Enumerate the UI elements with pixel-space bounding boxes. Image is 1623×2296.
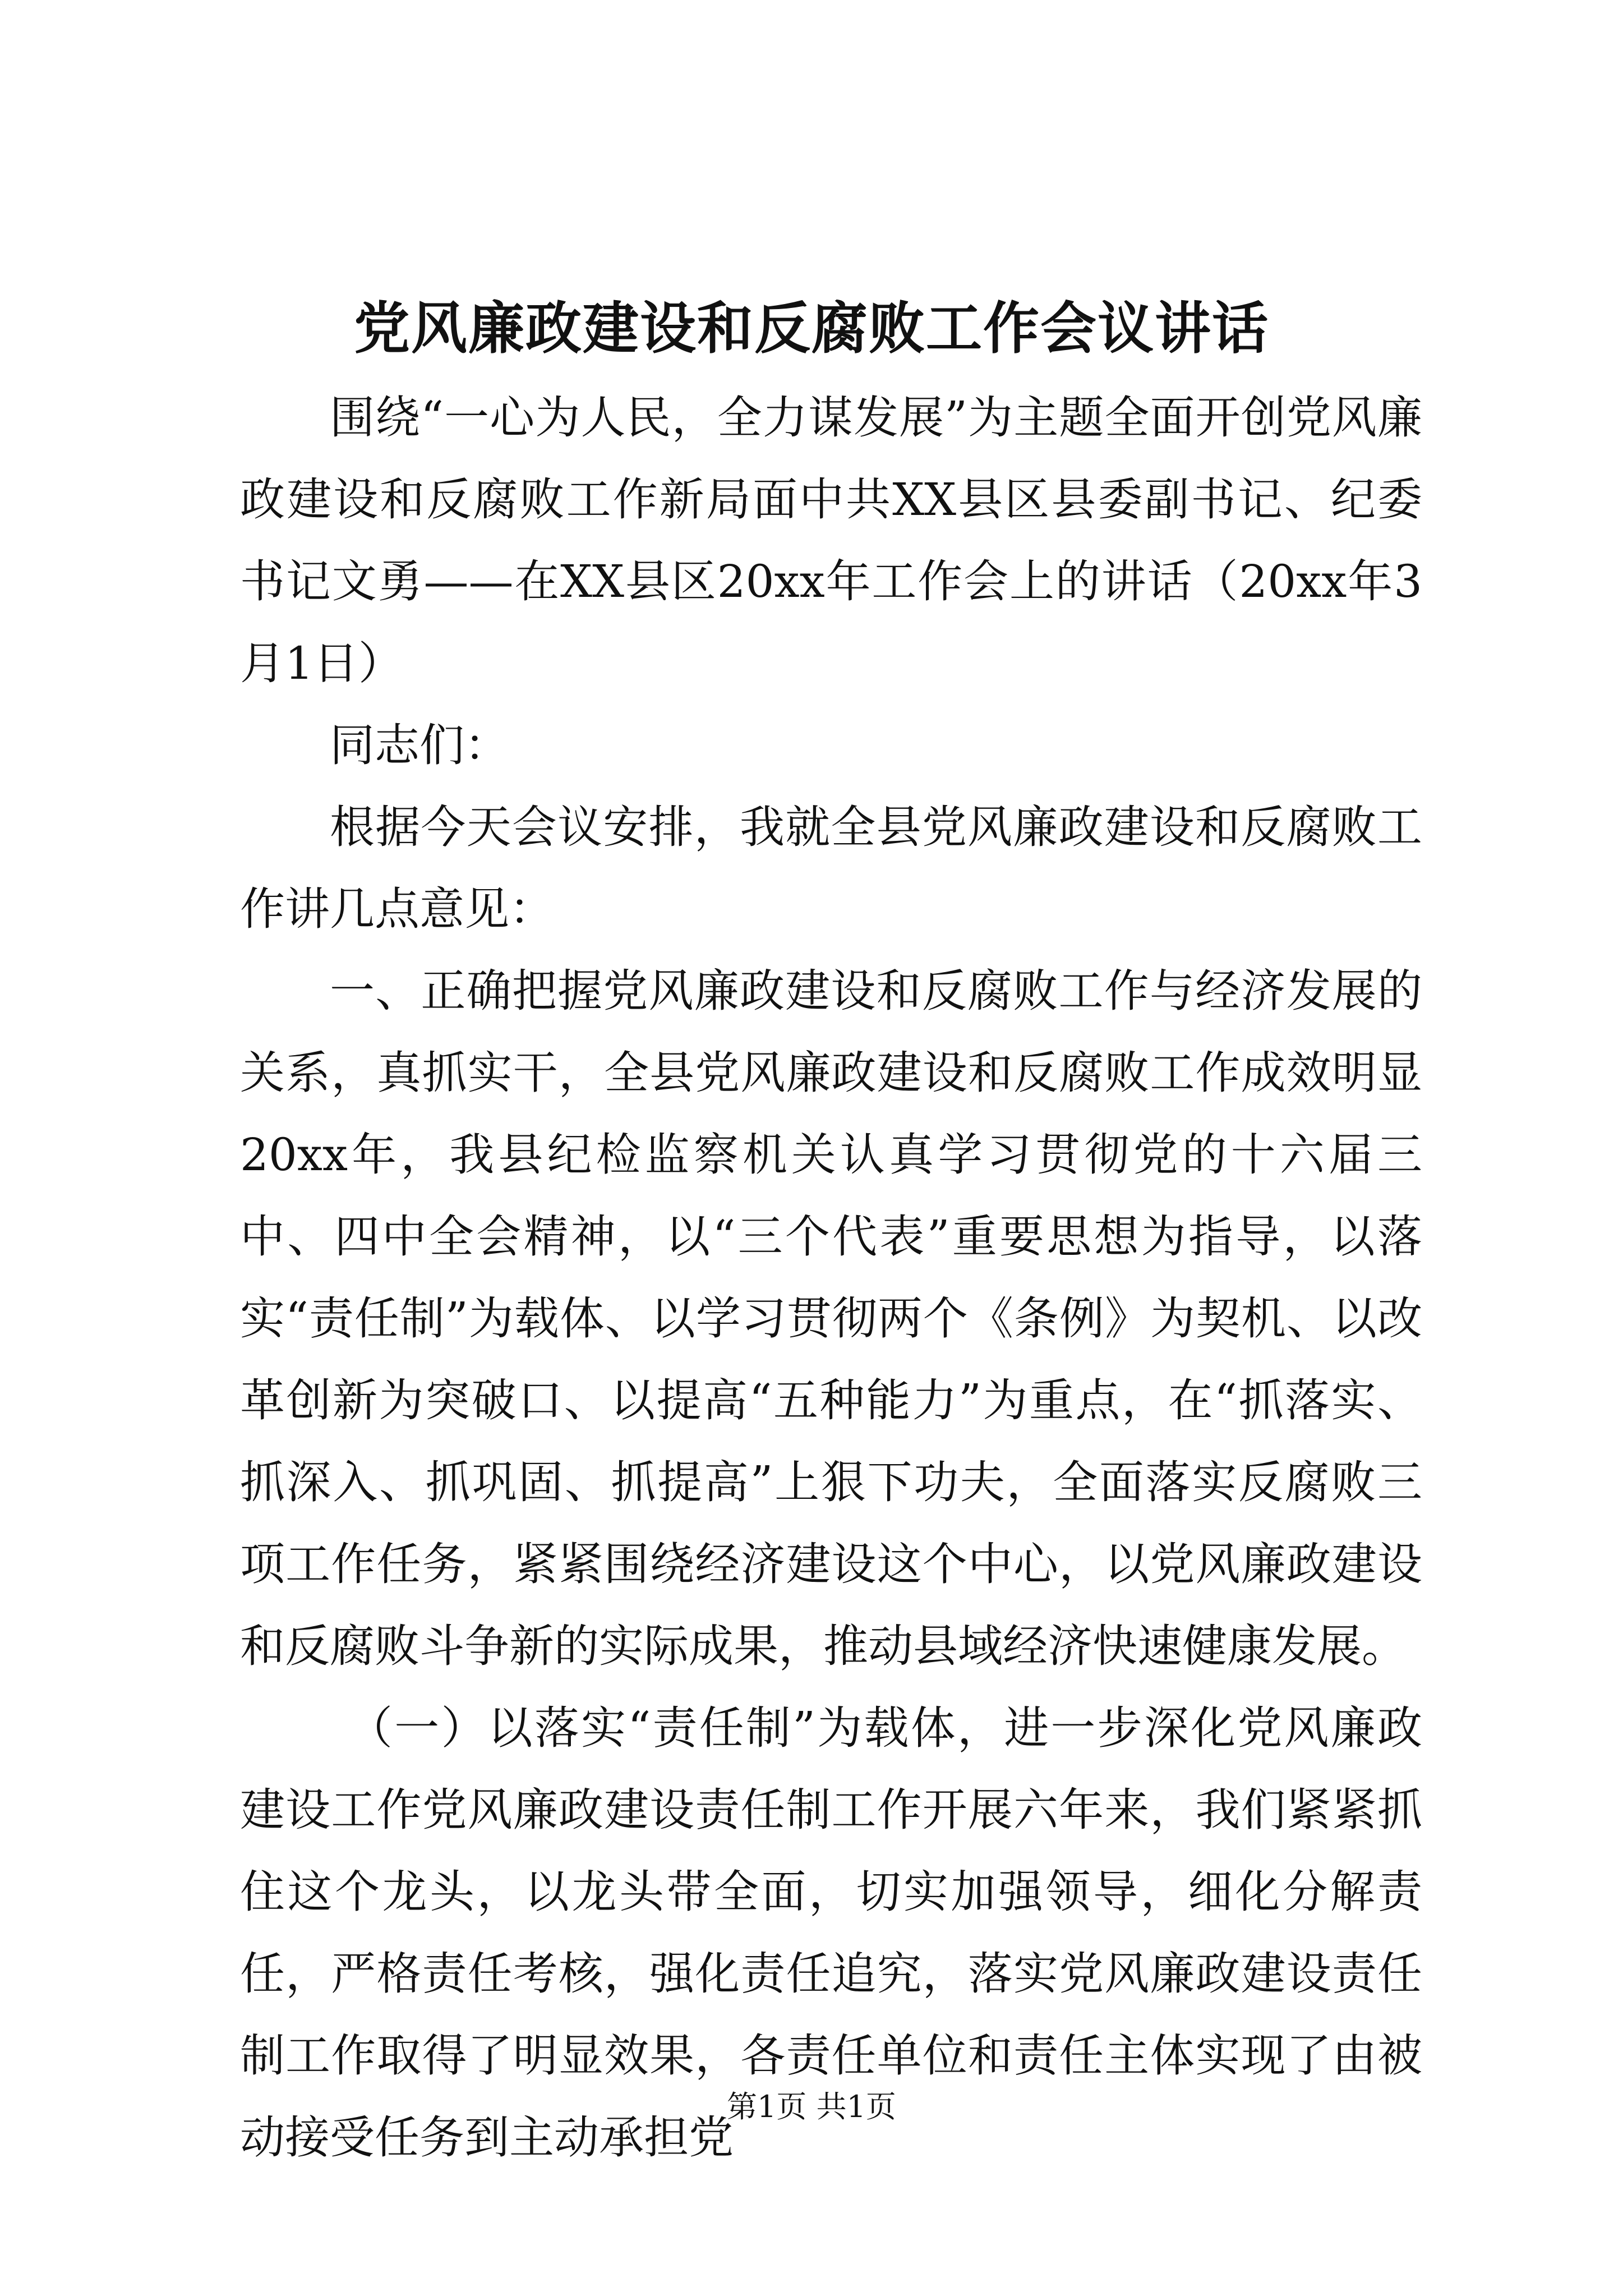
document-title: 党风廉政建设和反腐败工作会议讲话 — [354, 295, 1269, 361]
intro-paragraph: 围绕“一心为人民，全力谋发展”为主题全面开创党风廉政建设和反腐败工作新局面中共XX县区县委副书记、纪委书记文勇——在XX县区20xx年工作会上的讲话（20xx年3月1日） — [240, 392, 1422, 689]
page-footer: 第1页 共1页 — [727, 2089, 896, 2124]
section-one-paragraph: 一、正确把握党风廉政建设和反腐败工作与经济发展的关系，真抓实干，全县党风廉政建设和反腐败工作成效明显20xx年，我县纪检监察机关认真学习贯彻党的十六届三中、四中全会精神，以“三个代表”重要思想为指导，以落实“责任制”为载体、以学习贯彻两个《条例》为契机、以改革创新为突破口、以提高“五种能力”为重点，在“抓落实、抓深入、抓巩固、抓提高”上狠下功夫，全面落实反腐败三项工作任务，紧紧围绕经济建设这个中心，以党风廉政建设和反腐败斗争新的实际成果，推动县域经济快速健康发展。 — [240, 965, 1422, 1672]
salutation-paragraph: 同志们： — [330, 719, 509, 771]
subsection-one-paragraph: （一）以落实“责任制”为载体，进一步深化党风廉政建设工作党风廉政建设责任制工作开展六年来，我们紧紧抓住这个龙头，以龙头带全面，切实加强领导，细化分解责任，严格责任考核，强化责任追究，落实党风廉政建设责任制工作取得了明显效果，各责任单位和责任主体实现了由被动接受任务到主动承担党 — [240, 1702, 1422, 2164]
document-body — [240, 377, 1422, 2179]
opening-paragraph: 根据今天会议安排，我就全县党风廉政建设和反腐败工作讲几点意见： — [240, 801, 1422, 935]
